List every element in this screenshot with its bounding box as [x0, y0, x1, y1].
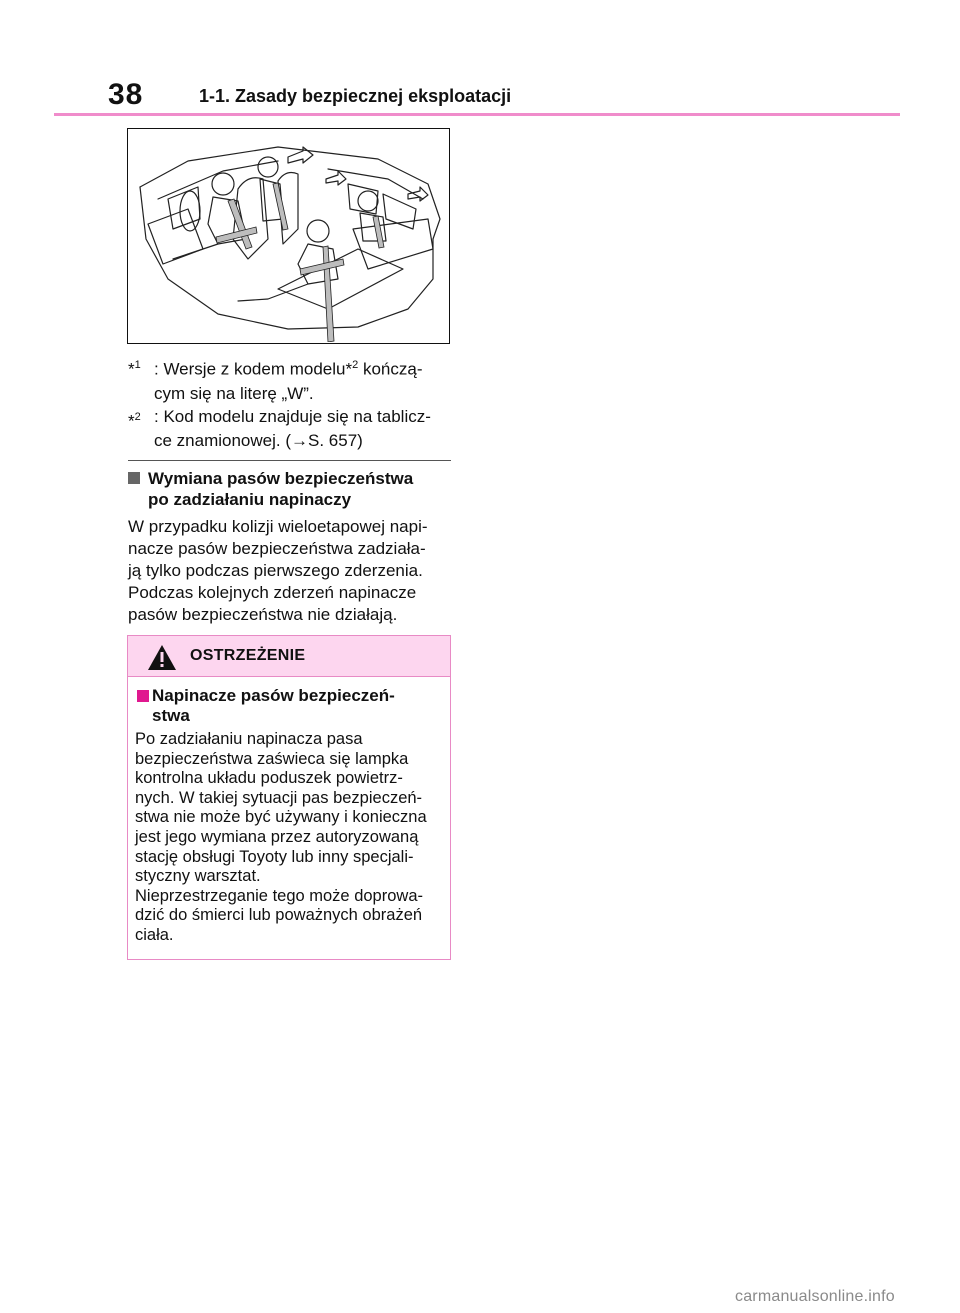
warning-subheading — [137, 686, 437, 726]
warning-title: OSTRZEŻENIE — [190, 647, 306, 664]
section-heading — [128, 468, 453, 510]
warning-line: ciała. — [135, 925, 174, 944]
section-heading-line2: po zadziałaniu napinaczy — [148, 490, 352, 509]
section-heading-line1: Wymiana pasów bezpieczeństwa — [148, 469, 414, 488]
warning-body — [135, 730, 447, 946]
warning-line: Nieprzestrzeganie tego może doprowa- — [135, 886, 423, 905]
warning-subheading-line1: Napinacze pasów bezpieczeń- — [152, 686, 395, 705]
header-rule — [54, 113, 900, 116]
warning-line: kontrolna układu poduszek powietrz- — [135, 769, 403, 788]
footnote-1-line2: cym się na literę „W”. — [154, 383, 314, 403]
paragraph-line: ją tylko podczas pierwszego zderzenia. — [128, 561, 423, 580]
warning-box — [127, 635, 451, 960]
warning-line: Po zadziałaniu napinacza pasa — [135, 730, 363, 748]
arrow-right-icon: → — [291, 431, 309, 450]
paragraph-line: pasów bezpieczeństwa nie działają. — [128, 605, 398, 624]
warning-header — [128, 636, 450, 676]
car-interior-seatbelt-illustration-icon — [128, 129, 448, 342]
paragraph-line: W przypadku kolizji wieloetapowej napi- — [128, 517, 428, 536]
footnote-sup: 2 — [134, 411, 141, 423]
square-bullet-icon — [137, 690, 149, 702]
warning-subheading-line2: stwa — [152, 706, 190, 725]
footnote-1-line1-a: : Wersje z kodem modelu* — [154, 359, 353, 379]
section-divider — [128, 460, 451, 461]
footnote-1-line1-sup: 2 — [352, 359, 359, 371]
paragraph-line: Podczas kolejnych zderzeń napinacze — [128, 583, 417, 602]
footnote-2 — [128, 405, 458, 453]
section-heading-text — [128, 468, 453, 510]
section-paragraph — [128, 516, 453, 626]
footnote-1 — [128, 353, 458, 406]
footnote-sup: 1 — [134, 359, 141, 371]
paragraph-line: nacze pasów bezpieczeństwa zadziała- — [128, 539, 426, 558]
warning-line: stację obsługi Toyoty lub inny specjali- — [135, 847, 414, 866]
footnote-1-line1-b: kończą- — [358, 359, 423, 379]
watermark: carmanualsonline.info — [735, 1288, 895, 1305]
warning-triangle-icon — [147, 644, 177, 671]
warning-line: jest jego wymiana przez autoryzowaną — [135, 827, 419, 846]
warning-line: nych. W takiej sytuacji pas bezpieczeń- — [135, 788, 423, 807]
footnote-2-text — [128, 405, 458, 453]
warning-line: stwa nie może być używany i konieczna — [135, 808, 427, 827]
square-bullet-icon — [128, 472, 140, 484]
warning-rule — [128, 676, 450, 677]
warning-line: dzić do śmierci lub poważnych obrażeń — [135, 906, 423, 925]
footnote-2-line1: : Kod modelu znajduje się na tablicz- — [154, 407, 431, 426]
footnote-2-line2-a: ce znamionowej. ( — [154, 431, 292, 450]
page-header — [0, 0, 960, 120]
warning-subheading-text — [137, 686, 437, 726]
section-title: 1-1. Zasady bezpiecznej eksploatacji — [199, 86, 512, 106]
warning-line: styczny warsztat. — [135, 867, 261, 886]
footnote-mark: * — [128, 359, 135, 379]
page-number: 38 — [108, 78, 144, 111]
footnote-mark: * — [128, 411, 135, 431]
footnote-1-text — [128, 353, 458, 406]
warning-line: bezpieczeństwa zaświeca się lampka — [135, 749, 409, 768]
car-interior-illustration — [127, 128, 450, 344]
footnote-2-line2-b: S. 657) — [308, 431, 363, 450]
